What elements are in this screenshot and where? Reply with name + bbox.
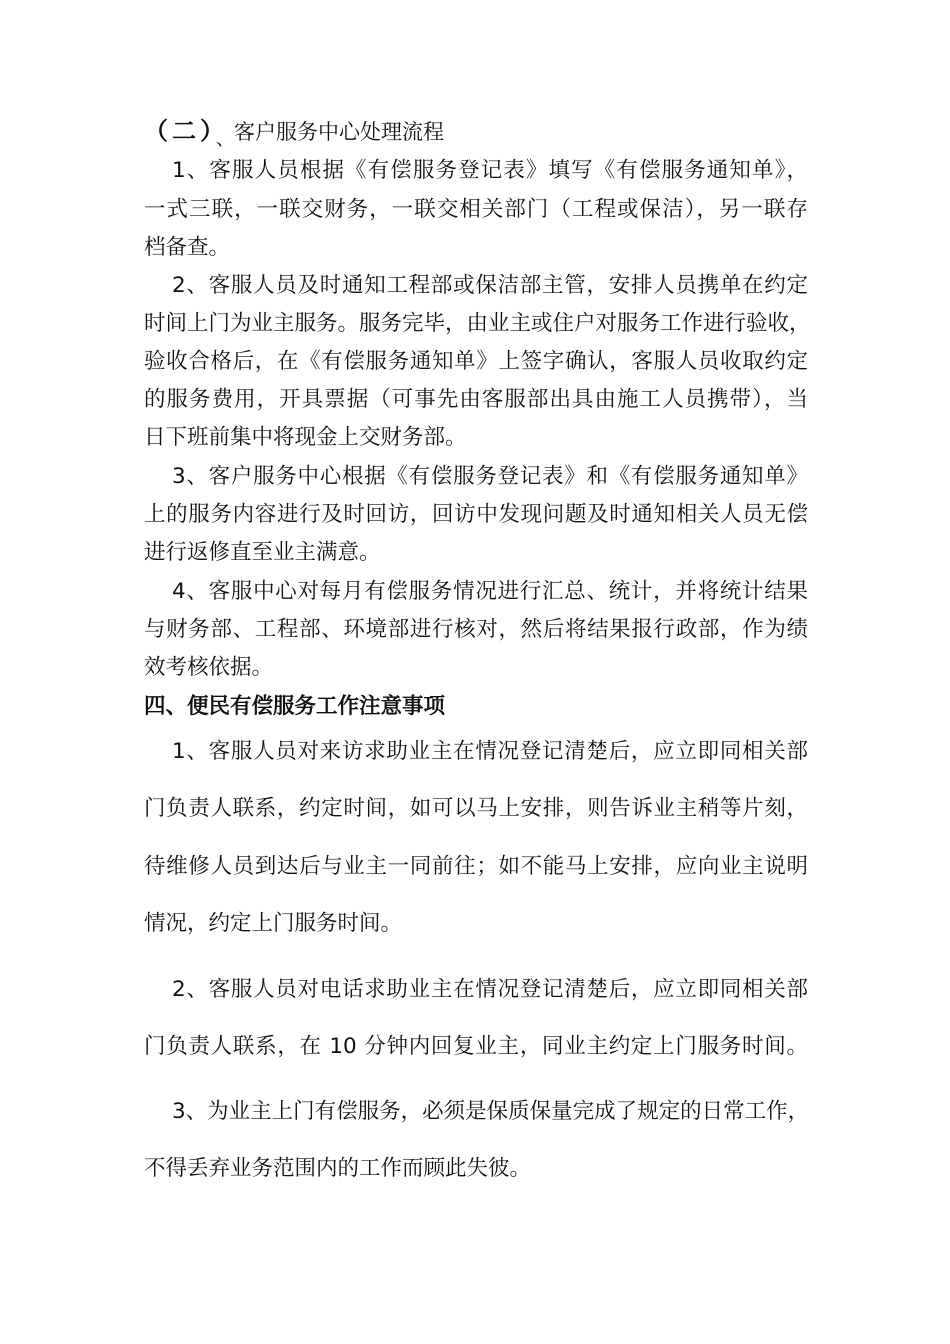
paragraph-line: 1、客服人员根据《有偿服务登记表》填写《有偿服务通知单》， xyxy=(172,158,808,183)
heading-text: 客户服务中心处理流程 xyxy=(234,120,444,144)
paragraph-line: 3、客户服务中心根据《有偿服务登记表》和《有偿服务通知单》 xyxy=(172,464,808,489)
heading-dun: 、 xyxy=(216,129,234,150)
paragraph-line: 与财务部、工程部、环境部进行核对，然后将结果报行政部，作为绩 xyxy=(144,617,808,642)
paragraph-line: 2、客服人员及时通知工程部或保洁部主管，安排人员携单在约定 xyxy=(172,273,808,298)
paragraph-line: 门负责人联系，在 10 分钟内回复业主，同业主约定上门服务时间。 xyxy=(144,1034,808,1059)
paragraph-line: 档备查。 xyxy=(144,235,231,260)
paragraph-line: 门负责人联系，约定时间，如可以马上安排，则告诉业主稍等片刻， xyxy=(144,796,808,821)
paragraph-line: 上的服务内容进行及时回访，回访中发现问题及时通知相关人员无偿 xyxy=(144,502,808,527)
heading-paren: （二） xyxy=(144,117,216,145)
paragraph-line: 效考核依据。 xyxy=(144,655,274,680)
paragraph-line: 时间上门为业主服务。服务完毕，由业主或住户对服务工作进行验收， xyxy=(144,311,811,336)
paragraph-line: 验收合格后，在《有偿服务通知单》上签字确认，客服人员收取约定 xyxy=(144,349,808,374)
paragraph-line: 3、为业主上门有偿服务，必须是保质保量完成了规定的日常工作， xyxy=(172,1099,810,1124)
section-heading: 四、便民有偿服务工作注意事项 xyxy=(144,694,446,719)
section-heading-sub xyxy=(144,116,808,149)
paragraph-line: 一式三联，一联交财务，一联交相关部门（工程或保洁），另一联存 xyxy=(144,197,808,222)
paragraph-line: 1、客服人员对来访求助业主在情况登记清楚后，应立即同相关部 xyxy=(172,739,808,764)
paragraph-line: 日下班前集中将现金上交财务部。 xyxy=(144,425,467,450)
paragraph-line: 2、客服人员对电话求助业主在情况登记清楚后，应立即同相关部 xyxy=(172,977,808,1002)
paragraph-line: 的服务费用，开具票据（可事先由客服部出具由施工人员携带），当 xyxy=(144,387,808,412)
paragraph-line: 进行返修直至业主满意。 xyxy=(144,540,381,565)
paragraph-line: 4、客服中心对每月有偿服务情况进行汇总、统计，并将统计结果 xyxy=(172,579,808,604)
paragraph-line: 待维修人员到达后与业主一同前往；如不能马上安排，应向业主说明 xyxy=(144,854,808,879)
paragraph-line: 情况，约定上门服务时间。 xyxy=(144,911,403,936)
paragraph-line: 不得丢弃业务范围内的工作而顾此失彼。 xyxy=(144,1156,532,1181)
